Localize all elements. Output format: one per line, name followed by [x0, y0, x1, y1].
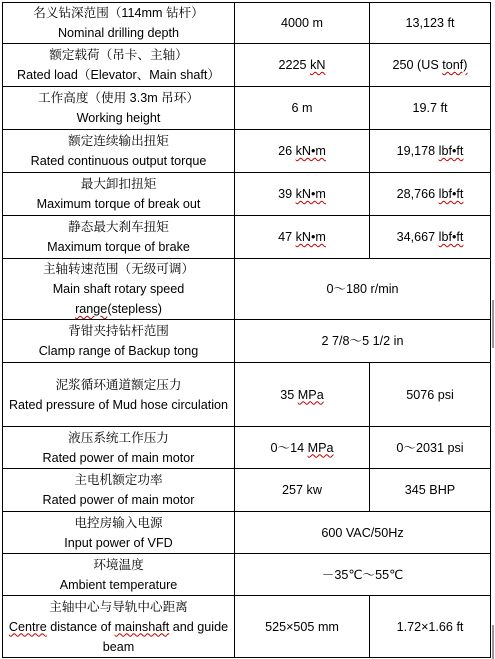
value-number: 34,667: [396, 230, 436, 244]
parameter-cell: [3, 596, 235, 658]
imperial-value: 19.7 ft: [370, 87, 491, 130]
table-row: [3, 3, 491, 44]
parameter-en: Rated power of main motor: [42, 493, 195, 507]
parameter-cn: 额定连续输出扭矩: [68, 134, 169, 148]
table-row: [3, 173, 491, 216]
value-unit: kN•m: [295, 230, 326, 244]
merged-value: 0～180 r/min: [235, 259, 491, 320]
page-edge-marker: [492, 300, 494, 348]
merged-value: 2 7/8～5 1/2 in: [235, 320, 491, 363]
parameter-cn: 额定载荷（吊卡、主轴）: [49, 48, 188, 62]
metric-value: [235, 173, 370, 216]
parameter-en: [6, 617, 231, 657]
parameter-en: Maximum torque of brake: [47, 240, 190, 254]
parameter-cell: [3, 87, 235, 130]
value-unit: MPa: [307, 440, 334, 455]
parameter-cell: [3, 512, 235, 554]
parameter-cn: 主电机额定功率: [74, 473, 163, 487]
parameter-cell: [3, 3, 235, 44]
imperial-value: [370, 130, 491, 173]
parameter-en: Rated pressure of Mud hose circulation: [8, 397, 229, 412]
value-number: 19,178: [396, 144, 436, 158]
parameter-cn: 泥浆循环通道额定压力: [55, 377, 182, 392]
parameter-cell: [3, 44, 235, 87]
parameter-en: Maximum torque of break out: [36, 197, 201, 211]
parameter-en: Rated continuous output torque: [30, 154, 207, 168]
parameter-en-line2: [6, 299, 231, 319]
value-unit: kN•m: [295, 187, 326, 201]
table-row: [3, 320, 491, 363]
value-number: 28,766: [396, 187, 436, 201]
parameter-en: Rated power of main motor: [42, 450, 195, 465]
parameter-en-paren: (stepless): [107, 302, 162, 316]
metric-value: 257 kw: [235, 469, 370, 512]
parameter-cn: 主轴中心与导轨中心距离: [49, 599, 188, 614]
specification-table: [2, 2, 491, 658]
imperial-value: [370, 216, 491, 259]
parameter-cell: [3, 363, 235, 427]
value-number: 39: [278, 187, 293, 201]
parameter-cn: 最大卸扣扭矩: [80, 177, 157, 191]
parameter-en: Nominal drilling depth: [57, 26, 180, 40]
table-row: [3, 469, 491, 512]
parameter-cell: [3, 469, 235, 512]
metric-value: 525×505 mm: [235, 596, 370, 658]
parameter-en-text: and guide beam: [102, 619, 229, 654]
parameter-en: Clamp range of Backup tong: [38, 344, 199, 358]
metric-value: [235, 363, 370, 427]
parameter-en-word: mainshaft: [114, 619, 170, 634]
value-unit: lbf•ft: [438, 187, 464, 201]
metric-value: 6 m: [235, 87, 370, 130]
imperial-value: 1.72×1.66 ft: [370, 596, 491, 658]
table-row: [3, 596, 491, 658]
table-row: [3, 512, 491, 554]
parameter-cn: 环境温度: [93, 557, 144, 572]
metric-value: 4000 m: [235, 3, 370, 44]
parameter-cn: 背钳夹持钻杆范围: [68, 324, 169, 338]
value-unit: kN: [310, 58, 326, 72]
metric-value: [235, 130, 370, 173]
value-number: 0～14: [270, 440, 305, 455]
merged-value: 600 VAC/50Hz: [235, 512, 491, 554]
parameter-en: Main shaft rotary speed: [52, 282, 185, 296]
parameter-cell: [3, 320, 235, 363]
parameter-cell: [3, 216, 235, 259]
table-row: [3, 130, 491, 173]
parameter-cell: [3, 554, 235, 596]
imperial-value: 13,123 ft: [370, 3, 491, 44]
parameter-cell: [3, 259, 235, 320]
parameter-en: Rated load（Elevator、Main shaft）: [17, 68, 220, 82]
value-unit: kN•m: [295, 144, 326, 158]
imperial-value: [370, 44, 491, 87]
imperial-value: 0～2031 psi: [370, 427, 491, 469]
value-number: 250 (US: [392, 58, 439, 72]
table-row: [3, 554, 491, 596]
value-unit: MPa: [297, 387, 324, 402]
value-unit: tonf): [442, 58, 468, 72]
imperial-value: [370, 173, 491, 216]
table-row: [3, 87, 491, 130]
metric-value: [235, 216, 370, 259]
table-row: [3, 427, 491, 469]
parameter-cell: [3, 427, 235, 469]
parameter-cn: 工作高度（使用 3.3m 吊环）: [38, 91, 199, 105]
table-row: [3, 216, 491, 259]
parameter-en-text: distance of: [50, 619, 112, 634]
value-number: 26: [278, 144, 293, 158]
imperial-value: 345 BHP: [370, 469, 491, 512]
table-row: [3, 44, 491, 87]
parameter-cell: [3, 173, 235, 216]
value-number: 35: [280, 387, 295, 402]
metric-value: [235, 427, 370, 469]
value-number: 47: [278, 230, 293, 244]
value-number: 2225: [278, 58, 307, 72]
table-row: [3, 363, 491, 427]
parameter-en: Input power of VFD: [64, 535, 173, 550]
parameter-cn: 静态最大刹车扭矩: [68, 220, 169, 234]
value-unit: lbf•ft: [438, 144, 464, 158]
parameter-cn: 液压系统工作压力: [68, 430, 169, 445]
merged-value: －35℃～55℃: [235, 554, 491, 596]
page-edge-marker: [492, 625, 494, 659]
parameter-cn: 名义钻深范围（114mm 钻杆）: [33, 6, 204, 20]
parameter-en-word: Centre: [8, 619, 47, 634]
table-row: [3, 259, 491, 320]
parameter-cell: [3, 130, 235, 173]
parameter-cn: 电控房输入电源: [74, 515, 163, 530]
imperial-value: 5076 psi: [370, 363, 491, 427]
parameter-en-word: range: [75, 302, 108, 316]
parameter-en: Ambient temperature: [59, 577, 178, 592]
metric-value: [235, 44, 370, 87]
parameter-cn: 主轴转速范围（无级可调）: [42, 262, 195, 276]
value-unit: lbf•ft: [438, 230, 464, 244]
parameter-en: Working height: [76, 111, 161, 125]
